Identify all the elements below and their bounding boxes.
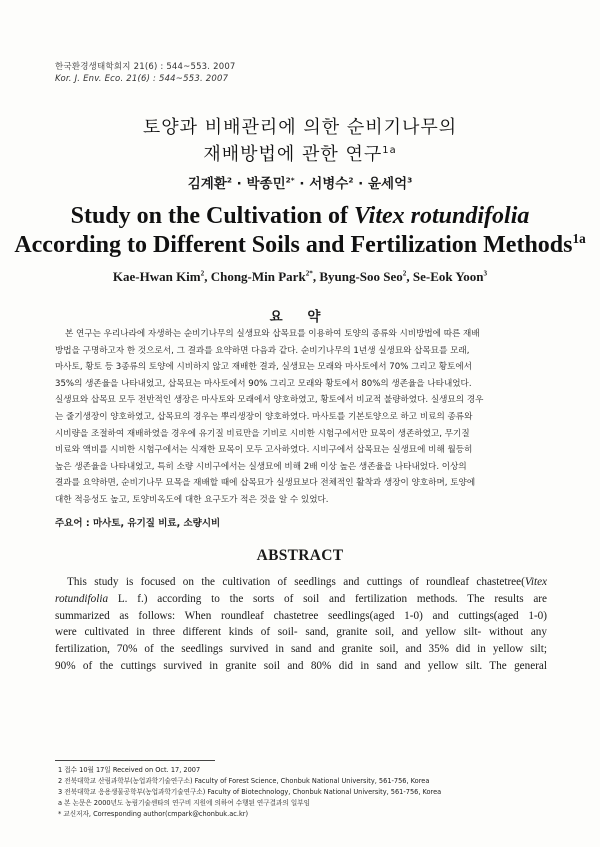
- author-en: Byung-Soo Seo: [319, 269, 403, 284]
- abstract-text: L. f.) according to the sorts of soil and fertilization methods. The results are: [108, 592, 547, 605]
- author-separator: ·: [294, 176, 310, 192]
- keywords: [55, 515, 220, 529]
- author-ko: 윤세억: [368, 176, 408, 192]
- species-name: Vitex rotundifolia: [354, 203, 530, 229]
- footnote-affiliation-3: 3 전북대학교 응용생물공학부(농업과학기술연구소) Faculty of Biotechnology, Chonbuk National University, 561-756, Korea: [58, 788, 442, 796]
- korean-title-line2: [0, 140, 600, 166]
- author-ko: 박종민: [246, 176, 286, 192]
- english-title-line1: [0, 203, 600, 230]
- english-abstract-heading: ABSTRACT: [256, 547, 344, 564]
- journal-citation-ko: 한국환경생태학회지 21(6) : 544~553. 2007: [55, 62, 236, 72]
- korean-abstract-line: 방법을 구명하고자 한 것으로서, 그 결과를 요약하면 다음과 같다. 순비기나무의 1년생 실생묘와 삽목묘를 모래,: [55, 345, 470, 356]
- journal-citation-en: Kor. J. Env. Eco. 21(6) : 544~553. 2007: [55, 74, 229, 84]
- species-name: Vitex: [524, 576, 547, 588]
- english-abstract-body: [55, 574, 547, 675]
- korean-title-line2-text: 재배방법에 관한 연구: [203, 144, 383, 165]
- korean-abstract-line: 시비량을 조절하여 재배하였을 경우에 유기질 비료만을 기비로 시비한 시험구에서만 묘목이 생존하였고, 무기질: [55, 428, 470, 439]
- english-title-text: According to Different Soils and Fertilization Methods: [14, 232, 573, 258]
- author-affiliation-mark: 2: [348, 175, 354, 185]
- keywords-value: 마사토, 유기질 비료, 소량시비: [92, 518, 221, 529]
- english-abstract-line: fertilization, 70% of the seedlings survived in sand and granite soil, and 35% did in yellow silt;: [55, 643, 547, 656]
- korean-abstract-line: 비료와 액비를 시비한 시험구에서는 식재한 묘목이 모두 고사하였다. 시비구에서 삽목묘는 실생묘에 비해 월등히: [55, 445, 473, 456]
- footnotes: [58, 765, 558, 820]
- keywords-label: 주요어 :: [55, 518, 93, 529]
- english-title-text: Study on the Cultivation of: [70, 203, 354, 229]
- footnote-divider: [55, 760, 215, 761]
- english-abstract-line: were cultivated in three different kinds of soil- sand, granite soil, and yellow silt- without any: [55, 626, 547, 639]
- english-abstract-line: summarized as follows: When roundleaf chastetree seedlings(aged 1-0) and cuttings(aged 1-0): [55, 609, 547, 622]
- author-ko: 김계환: [187, 176, 227, 192]
- korean-abstract-line: 높은 생존율을 나타내었고, 특히 소량 시비구에서는 실생묘에 비해 2배 이상 높은 생존율을 나타내었다. 이상의: [55, 461, 467, 472]
- footnote-received: 1 접수 10월 17일 Received on Oct. 17, 2007: [58, 766, 201, 774]
- korean-abstract-line: 마사토, 황토 등 3종류의 토양에 시비하지 않고 재배한 결과, 실생묘는 모래와 마사토에서 70% 그리고 황토에서: [55, 362, 472, 373]
- korean-abstract-body: [55, 326, 545, 509]
- author-en: Se-Eok Yoon: [412, 269, 484, 284]
- author-ko: 서병수: [309, 176, 349, 192]
- korean-title-line1: 토양과 비배관리에 의한 순비기나무의: [142, 117, 458, 138]
- english-title-line2: [0, 232, 600, 259]
- english-title-footnote-mark: 1a: [572, 231, 586, 246]
- author-affiliation-mark: 3: [483, 269, 488, 278]
- korean-abstract-line: 결과를 요약하면, 순비기나무 묘목을 재배할 때에 삽목묘가 실생묘보다 전체적인 활착과 생장이 양호하며, 토양에: [55, 478, 476, 489]
- footnote-corresponding-author: * 교신저자, Corresponding author(cmpark@chonbuk.ac.kr): [58, 810, 249, 818]
- english-abstract-line: [55, 591, 547, 608]
- english-authors: Kae-Hwan Kim$^2$, Chong-Min Park$^{2*}$, Byung-Soo Seo$^2$, Se-Eok Yoon$^3$: [112, 269, 488, 284]
- author-affiliation-mark: 2: [402, 269, 407, 278]
- author-separator: ·: [231, 176, 247, 192]
- korean-abstract-heading: 요 약: [269, 309, 331, 325]
- korean-abstract-line: 본 연구는 우리나라에 자생하는 순비기나무의 실생묘와 삽목묘를 이용하여 토양의 종류와 시비방법에 따른 재배: [65, 329, 480, 339]
- author-affiliation-mark: 3: [407, 175, 413, 185]
- english-abstract-line: 90% of the cuttings survived in granite soil and 80% did in sand and yellow silt. The general: [55, 659, 547, 672]
- korean-abstract-line: 대한 적응성도 높고, 토양비옥도에 대한 요구도가 적은 것을 알 수 있었다.: [55, 494, 329, 505]
- korean-title-footnote-mark: 1a: [382, 145, 397, 156]
- author-en: Kae-Hwan Kim: [112, 269, 201, 284]
- korean-authors: [0, 172, 600, 192]
- korean-abstract-line: 실생묘와 삽목묘 모두 전반적인 생장은 마사토와 모래에서 양호하였고, 황토에서 비교적 불량하였다. 실생묘의 경우: [55, 395, 484, 406]
- author-affiliation-mark: 2: [226, 175, 232, 185]
- footnote-funding: a 본 논문은 2000년도 농림기술센타의 연구비 지원에 의하여 수행된 연구결과의 일부임: [58, 799, 310, 807]
- author-affiliation-mark: 2: [200, 269, 205, 278]
- abstract-text: This study is focused on the cultivation of seedlings and cuttings of roundleaf chastetree(: [67, 576, 525, 588]
- author-affiliation-mark: 2*: [305, 269, 313, 278]
- english-abstract-line: [55, 574, 547, 591]
- author-affiliation-mark: 2*: [285, 175, 295, 185]
- footnote-affiliation-2: 2 전북대학교 산림과학부(농업과학기술연구소) Faculty of Forest Science, Chonbuk National University, 561-756, Korea: [58, 777, 430, 785]
- author-separator: ·: [353, 176, 369, 192]
- author-en: Chong-Min Park: [210, 269, 306, 284]
- korean-abstract-line: 35%의 생존율을 나타내었고, 삽목묘는 마사토에서 90% 그리고 모래와 황토에서 80%의 생존율을 나타내었다.: [55, 378, 472, 389]
- species-name: rotundifolia: [55, 592, 109, 605]
- korean-abstract-line: 는 줄기생장이 양호하였고, 삽목묘의 경우는 뿌리생장이 양호하였다. 마사토를 기본토양으로 하고 비료의 종류와: [55, 411, 473, 422]
